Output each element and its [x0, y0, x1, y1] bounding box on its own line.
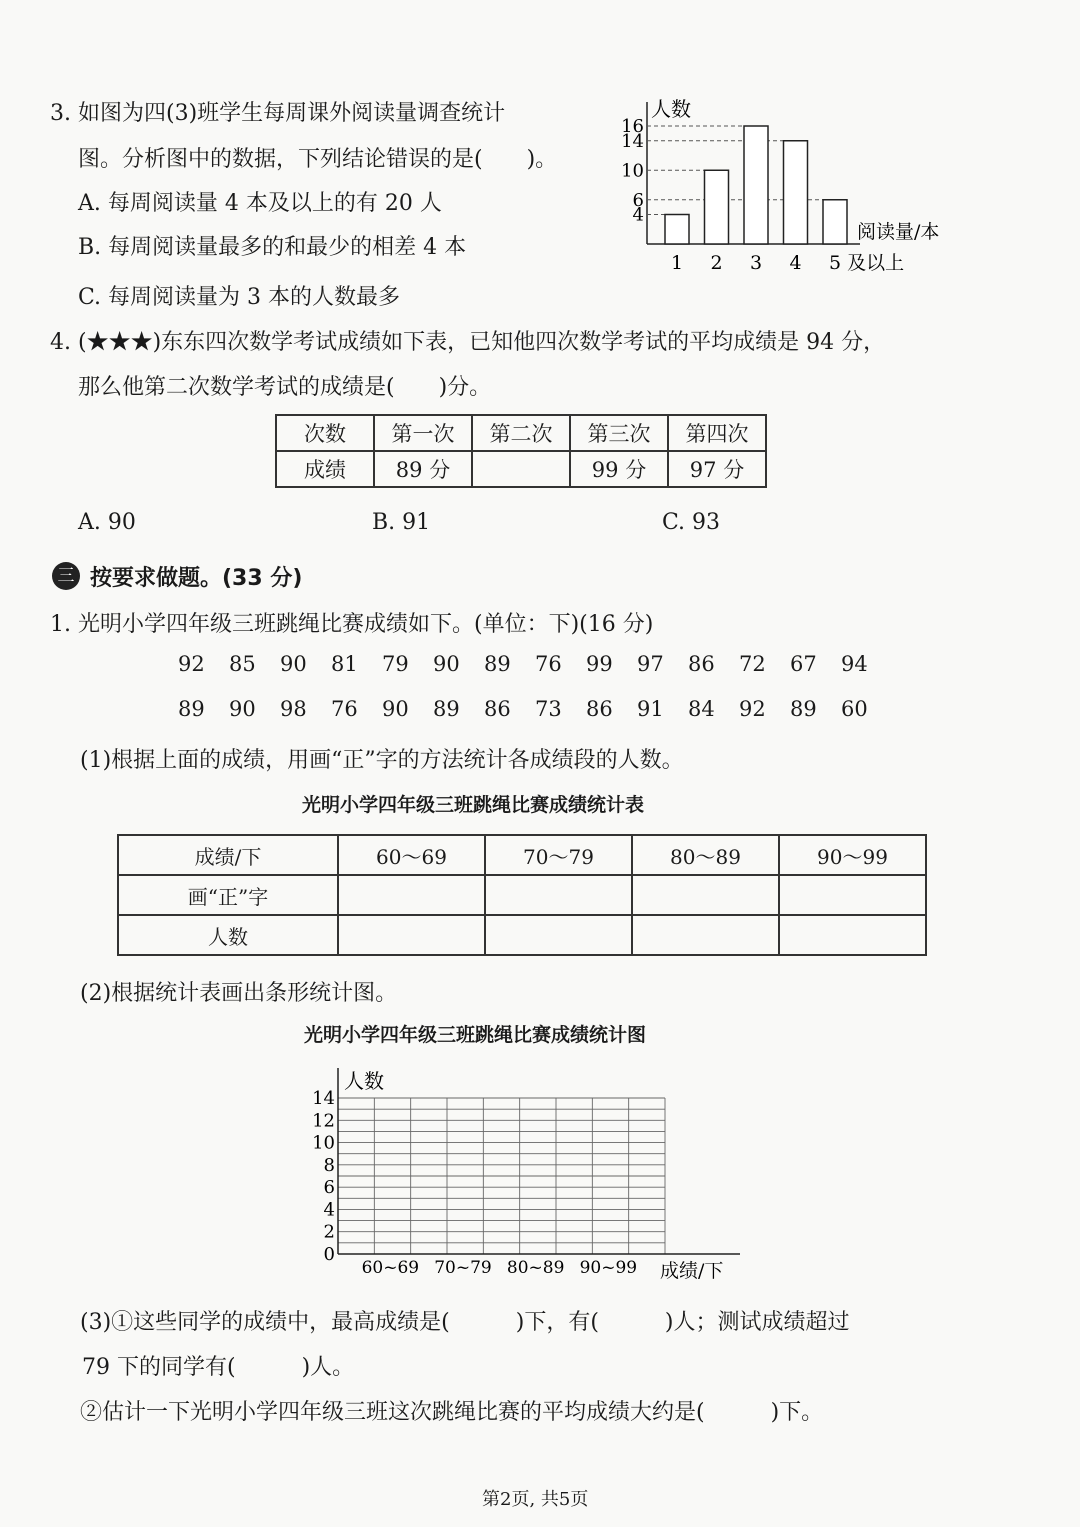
blank-answer-cell[interactable] — [632, 875, 779, 915]
table-cell: 99 分 — [570, 451, 668, 487]
table-cell: 画“正”字 — [118, 875, 338, 915]
score-value: 86 — [484, 697, 511, 721]
score-value: 97 — [637, 652, 664, 676]
x-axis-title: 阅读量/本 — [857, 221, 940, 243]
table-cell: 次数 — [276, 415, 374, 451]
section-title: 按要求做题。(33 分) — [90, 566, 303, 591]
p1-sub3-line2: 79 下的同学有( )人。 — [82, 1355, 355, 1380]
bar — [784, 141, 808, 244]
scores-table — [275, 414, 767, 488]
q4-option-a: A. 90 — [78, 510, 136, 535]
q3-line2: 图。分析图中的数据，下列结论错误的是( )。 — [78, 147, 558, 172]
y-tick-label: 12 — [312, 1110, 335, 1132]
score-value: 89 — [433, 697, 460, 721]
q4-option-b: B. 91 — [372, 510, 431, 535]
section-number-icon: 三 — [52, 562, 80, 590]
blank-answer-cell[interactable] — [779, 915, 926, 955]
q3-option-b: B. 每周阅读量最多的和最少的相差 4 本 — [78, 235, 467, 260]
blank-answer-cell[interactable] — [485, 875, 632, 915]
y-axis-title: 人数 — [344, 1069, 384, 1093]
p1-sub2: (2)根据统计表画出条形统计图。 — [80, 981, 398, 1006]
score-value: 79 — [382, 652, 409, 676]
score-value: 90 — [280, 652, 307, 676]
x-tick-label: 4 — [789, 252, 802, 274]
x-tick-label: 80~89 — [506, 1258, 565, 1278]
score-value: 89 — [790, 697, 817, 721]
p1-sub1: (1)根据上面的成绩，用画“正”字的方法统计各成绩段的人数。 — [80, 748, 684, 773]
blank-answer-cell[interactable] — [779, 875, 926, 915]
y-tick-label: 2 — [323, 1221, 335, 1243]
scores-header-row — [276, 415, 766, 451]
scores-row-1 — [178, 652, 892, 676]
score-value: 86 — [688, 652, 715, 676]
y-tick-label: 6 — [323, 1177, 335, 1199]
x-axis-title: 成绩/下 — [660, 1260, 724, 1282]
y-tick-label: 6 — [632, 189, 644, 211]
y-tick-label: 14 — [621, 130, 644, 152]
p1-intro: 1. 光明小学四年级三班跳绳比赛成绩如下。(单位：下)(16 分) — [50, 612, 654, 637]
x-tick-label: 90~99 — [579, 1258, 638, 1278]
score-value: 81 — [331, 652, 358, 676]
score-value: 99 — [586, 652, 613, 676]
score-value: 73 — [535, 697, 562, 721]
x-tick-label: 5 及以上 — [829, 252, 905, 274]
table-cell: 成绩/下 — [118, 835, 338, 875]
table-cell: 第一次 — [374, 415, 472, 451]
score-value: 86 — [586, 697, 613, 721]
score-value: 89 — [178, 697, 205, 721]
score-value: 91 — [637, 697, 664, 721]
score-value: 76 — [535, 652, 562, 676]
blank-answer-cell[interactable] — [632, 915, 779, 955]
p1-sub3-line1: (3)①这些同学的成绩中，最高成绩是( )下，有( )人；测试成绩超过 — [80, 1310, 850, 1335]
tally-table-title: 光明小学四年级三班跳绳比赛成绩统计表 — [302, 794, 645, 816]
q3-option-c: C. 每周阅读量为 3 本的人数最多 — [78, 285, 401, 310]
table-cell: 人数 — [118, 915, 338, 955]
y-tick-label: 14 — [312, 1088, 335, 1109]
table-cell: 80～89 — [632, 835, 779, 875]
table-cell: 60～69 — [338, 835, 485, 875]
q4-line2: 那么他第二次数学考试的成绩是( )分。 — [78, 375, 492, 400]
score-value: 92 — [739, 697, 766, 721]
x-tick-label: 3 — [750, 252, 763, 274]
scores-value-row — [276, 451, 766, 487]
score-value: 94 — [841, 652, 868, 676]
tally-count-row — [118, 915, 926, 955]
tally-header-row — [118, 835, 926, 875]
y-tick-label: 16 — [621, 116, 644, 137]
blank-answer-cell[interactable] — [472, 451, 570, 487]
score-value: 98 — [280, 697, 307, 721]
score-value: 90 — [229, 697, 256, 721]
y-tick-label: 8 — [323, 1154, 335, 1176]
y-tick-label: 10 — [312, 1132, 335, 1154]
score-value: 67 — [790, 652, 817, 676]
x-tick-label: 1 — [671, 252, 684, 274]
p1-sub3-line3: ②估计一下光明小学四年级三班这次跳绳比赛的平均成绩大约是( )下。 — [80, 1400, 824, 1425]
table-cell: 第二次 — [472, 415, 570, 451]
scores-row-2 — [178, 697, 892, 721]
y-tick-label: 0 — [323, 1244, 335, 1265]
q3-option-a: A. 每周阅读量 4 本及以上的有 20 人 — [78, 191, 442, 216]
blank-answer-cell[interactable] — [485, 915, 632, 955]
blank-answer-cell[interactable] — [338, 915, 485, 955]
table-cell: 第四次 — [668, 415, 766, 451]
score-value: 89 — [484, 652, 511, 676]
y-tick-label: 4 — [632, 204, 644, 226]
table-cell: 成绩 — [276, 451, 374, 487]
x-tick-label: 70~79 — [434, 1258, 492, 1278]
y-tick-label: 4 — [323, 1199, 335, 1221]
x-tick-label: 60~69 — [361, 1258, 420, 1278]
y-axis-title: 人数 — [651, 97, 691, 121]
score-value: 85 — [229, 652, 256, 676]
table-cell: 90～99 — [779, 835, 926, 875]
blank-answer-cell[interactable] — [338, 875, 485, 915]
q4-line1: 4. (★★★)东东四次数学考试成绩如下表，已知他四次数学考试的平均成绩是 94 分， — [50, 330, 886, 355]
table-cell: 70～79 — [485, 835, 632, 875]
tally-marks-row — [118, 875, 926, 915]
reading-bar-chart — [615, 90, 975, 280]
bar — [665, 215, 689, 245]
bar — [744, 126, 768, 244]
score-value: 72 — [739, 652, 766, 676]
table-cell: 第三次 — [570, 415, 668, 451]
score-value: 90 — [433, 652, 460, 676]
page-footer: 第2页, 共5页 — [482, 1489, 589, 1510]
score-value: 60 — [841, 697, 868, 721]
score-value: 92 — [178, 652, 205, 676]
score-value: 90 — [382, 697, 409, 721]
blank-bar-chart-grid[interactable] — [300, 1062, 750, 1287]
q4-option-c: C. 93 — [662, 510, 721, 535]
score-value: 84 — [688, 697, 715, 721]
bar — [705, 170, 729, 244]
bar-chart-title: 光明小学四年级三班跳绳比赛成绩统计图 — [304, 1024, 647, 1046]
x-tick-label: 2 — [710, 252, 723, 274]
score-value: 76 — [331, 697, 358, 721]
table-cell: 97 分 — [668, 451, 766, 487]
tally-table — [117, 834, 927, 956]
y-tick-label: 10 — [621, 160, 644, 182]
bar — [823, 200, 847, 244]
q3-line1: 3. 如图为四(3)班学生每周课外阅读量调查统计 — [50, 101, 506, 126]
table-cell: 89 分 — [374, 451, 472, 487]
